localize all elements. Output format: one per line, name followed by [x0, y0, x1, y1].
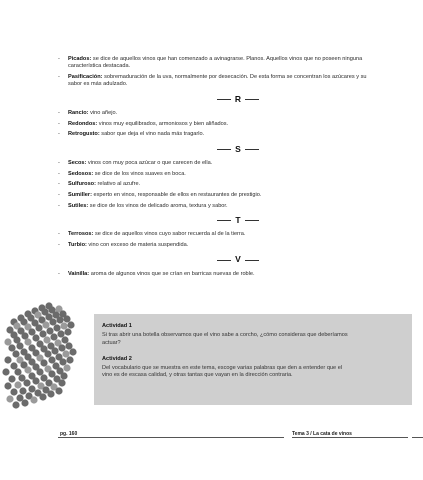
letter: S [235, 143, 241, 154]
entry-definition: experto en vinos, responsable de ellos en restaurantes de prestigio. [93, 192, 262, 198]
activity-text: Si tras abrir una botella observamos que el vino sabe a corcho, ¿cómo consideras que deberíamos actuar? [102, 332, 348, 346]
glossary-entry [58, 74, 378, 89]
heading-rule [217, 220, 231, 221]
glossary-entry [58, 110, 378, 117]
chapter-title: Tema 3 / La cata de vinos [292, 431, 352, 437]
glossary-entry [58, 181, 378, 188]
glossary-entry [58, 121, 378, 128]
entry-definition: aroma de algunos vinos que se crían en barricas nuevas de roble. [90, 270, 255, 277]
letter-heading-r [58, 93, 378, 104]
bullet-dash: - [58, 231, 60, 238]
activity-title: Actividad 2 [102, 355, 132, 362]
footer-rule-left [58, 437, 284, 438]
letter: R [234, 93, 242, 104]
heading-rule [245, 220, 259, 221]
entry-definition: vinos con muy poca azúcar o que carecen de ella. [87, 160, 213, 167]
footer-rule-edge [412, 437, 423, 438]
heading-rule [217, 99, 231, 100]
entry-term: Pasificación: [68, 74, 103, 80]
entry-definition: se dice de aquellos vinos que han comenzado a avinagrarse. Planos. Aquellos vinos que no poseen ninguna característica destacada. [68, 56, 363, 70]
activity-text: Del vocabulario que se muestra en este tema, escoge varias palabras que den a entender que el vino es de escasa calidad, y otras tantas que vayan en la dirección contraria. [102, 365, 343, 379]
entry-definition: sabor que deja el vino nada más tragarlo. [101, 131, 205, 138]
bullet-dash: - [58, 131, 60, 138]
letter-heading-v [58, 256, 378, 263]
bullet-dash: - [58, 160, 60, 167]
entry-term: Rancio: [68, 110, 89, 117]
bullet-dash: - [58, 202, 60, 209]
entry-definition: se dice de aquellos vinos cuyo sabor recuerda al de la tierra. [94, 231, 246, 238]
entry-definition: se dice de los vinos suaves en boca. [94, 170, 186, 177]
footer-rule-right [292, 437, 408, 438]
entry-term: Redondos: [68, 120, 98, 127]
page-number: pg. 160 [60, 431, 78, 437]
glossary-entry [58, 56, 378, 71]
entry-definition: vinos muy equilibrados, armoniosos y bien aliñados. [98, 120, 229, 127]
entry-term: Picados: [68, 56, 92, 62]
bullet-dash: - [58, 110, 60, 117]
glossary [58, 56, 378, 281]
glossary-entry [58, 171, 378, 178]
entry-term: Secos: [68, 160, 87, 167]
glossary-entry [58, 203, 378, 210]
entry-term: Sulfuroso: [68, 181, 96, 188]
heading-rule [245, 149, 259, 150]
bullet-dash: - [58, 56, 60, 62]
entry-definition: relativo al azufre. [97, 181, 141, 188]
page-footer [0, 430, 423, 450]
entry-term: Retrogusto: [68, 131, 100, 138]
glossary-entry [58, 242, 378, 249]
letter: V [235, 254, 241, 265]
glossary-entry [58, 231, 378, 238]
grape-cluster-illustration [0, 300, 100, 420]
bullet-dash: - [58, 270, 60, 277]
activities-content [102, 323, 352, 389]
glossary-entry [58, 131, 378, 138]
entry-term: Sutiles: [68, 202, 89, 209]
entry-term: Turbio: [68, 242, 87, 248]
heading-rule [217, 149, 231, 150]
entry-definition: vino con exceso de materia suspendida. [88, 242, 189, 248]
letter-heading-t [58, 217, 378, 224]
entry-definition: vino añejo. [90, 110, 118, 117]
letter-heading-s [58, 143, 378, 154]
entry-term: Vainilla: [68, 270, 90, 277]
entry-term: Terrosos: [68, 231, 94, 238]
activity-title: Actividad 1 [102, 323, 132, 329]
heading-rule [245, 99, 259, 100]
glossary-entry [58, 192, 378, 199]
activities-box [94, 314, 412, 405]
entry-term: Sumiller: [68, 192, 92, 198]
heading-rule [245, 260, 259, 261]
glossary-entry [58, 160, 378, 167]
bullet-dash: - [58, 170, 60, 177]
entry-definition: se dice de los vinos de delicado aroma, textura y sabor. [89, 202, 228, 209]
bullet-dash: - [58, 74, 60, 80]
glossary-entry [58, 271, 378, 278]
bullet-dash: - [58, 120, 60, 127]
entry-term: Sedosos: [68, 170, 94, 177]
heading-rule [217, 260, 231, 261]
bullet-dash: - [58, 181, 60, 188]
bullet-dash: - [58, 192, 60, 198]
entry-definition: sobremaduración de la uva, normalmente por desecación. De esta forma se concentran los azúcares y su sabor es más adulzado. [68, 74, 367, 88]
letter: T [235, 215, 241, 225]
bullet-dash: - [58, 242, 60, 248]
